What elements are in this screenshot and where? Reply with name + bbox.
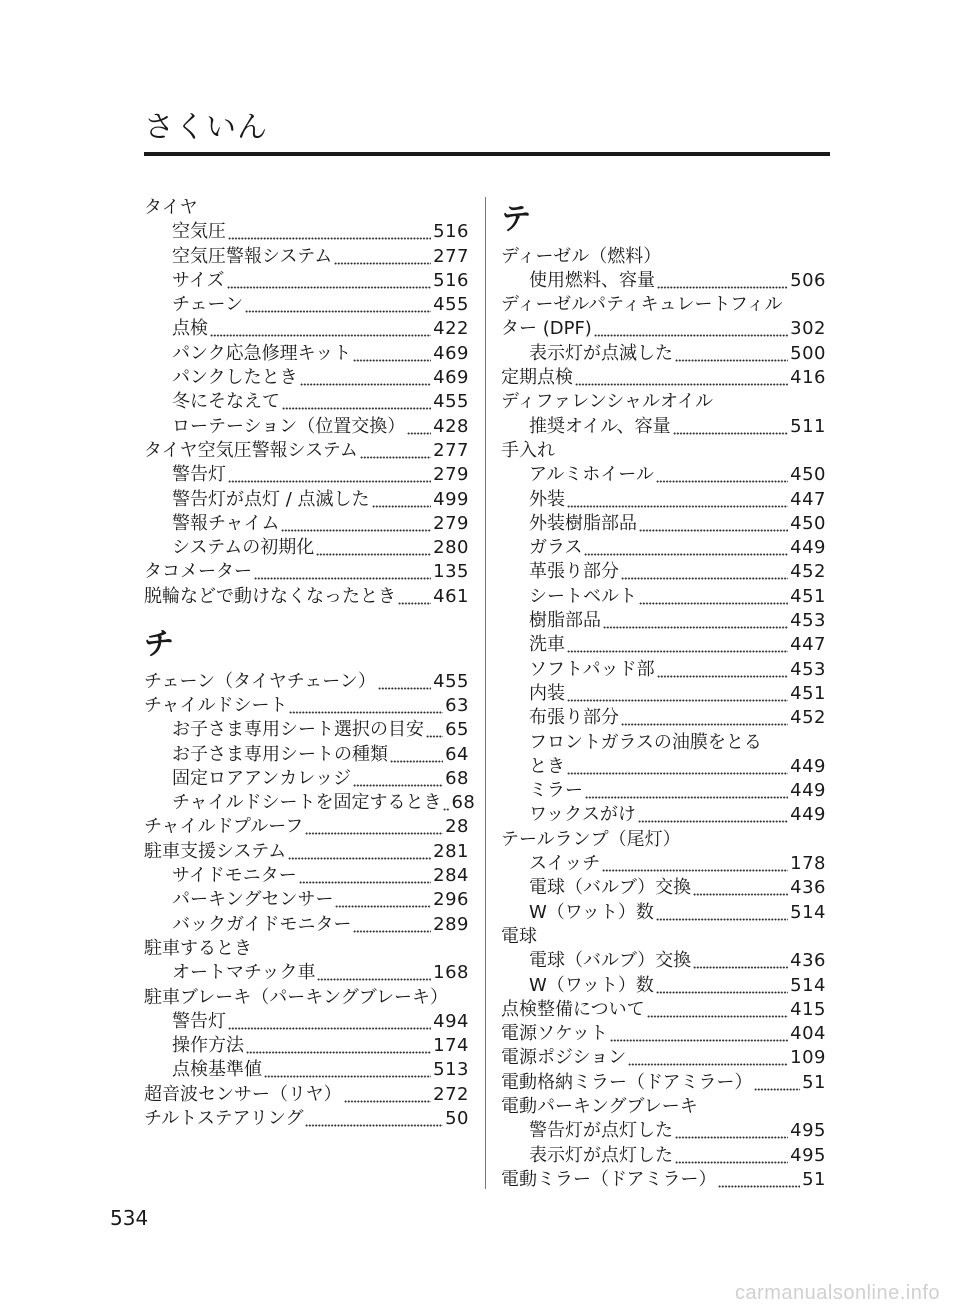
entry-label: ローテーション（位置交換）	[172, 415, 406, 437]
index-entry	[144, 840, 469, 864]
dot-leader	[621, 706, 788, 730]
entry-label: オートマチック車	[172, 962, 316, 984]
entry-label: 外装樹脂部品	[529, 512, 637, 534]
index-entry	[144, 585, 469, 609]
dot-leader	[575, 366, 788, 390]
entry-page-number: 516	[433, 269, 469, 291]
dot-leader	[639, 512, 788, 536]
entry-label: 点検整備について	[501, 998, 645, 1020]
entry-page-number: 450	[790, 464, 826, 486]
index-subentry	[144, 220, 469, 244]
index-subentry	[144, 864, 469, 888]
index-subentry	[501, 706, 826, 730]
entry-label: お子さま専用シートの種類	[172, 743, 388, 765]
page-number: 534	[110, 1206, 149, 1230]
index-subentry	[501, 560, 826, 584]
entry-label: タイヤ空気圧警報システム	[144, 439, 358, 461]
entry-label: 超音波センサー（リヤ）	[144, 1083, 342, 1105]
section-spacer	[144, 609, 469, 621]
entry-label: W（ワット）数	[529, 901, 654, 923]
entry-label: チャイルドシート	[144, 694, 288, 716]
entry-page-number: 279	[433, 512, 469, 534]
dot-leader	[693, 949, 788, 973]
index-subentry	[144, 743, 469, 767]
dot-leader	[647, 998, 789, 1022]
index-subentry	[144, 512, 469, 536]
entry-label: 電球（バルブ）交換	[529, 877, 692, 899]
entry-label: 電源ソケット	[501, 1023, 608, 1045]
index-heading: ディーゼル（燃料）	[501, 245, 662, 267]
dot-leader	[603, 609, 788, 633]
entry-page-number: 277	[433, 245, 469, 267]
dot-leader	[657, 269, 788, 293]
dot-leader	[567, 488, 788, 512]
entry-page-number: 449	[790, 804, 826, 826]
dot-leader	[656, 901, 788, 925]
dot-leader	[264, 1058, 431, 1082]
index-subentry	[144, 1058, 469, 1082]
entry-label: 点検	[172, 318, 208, 340]
index-subentry	[144, 536, 469, 560]
index-subentry	[144, 888, 469, 912]
dot-leader	[353, 767, 443, 791]
index-subentry	[501, 949, 826, 973]
entry-page-number: 453	[790, 658, 826, 680]
entry-label: パーキングセンサー	[172, 889, 334, 911]
entry-page-number: 65	[445, 719, 469, 741]
index-column-left	[144, 196, 476, 1131]
index-subentry	[501, 1119, 826, 1143]
index-entry	[501, 1071, 826, 1095]
entry-page-number: 455	[433, 670, 469, 692]
entry-label: 警告灯が点灯 / 点滅した	[172, 488, 370, 510]
index-entry	[501, 317, 826, 341]
entry-label: 脱輪などで動けなくなったとき	[144, 585, 396, 607]
index-subentry	[144, 913, 469, 937]
entry-page-number: 449	[790, 755, 826, 777]
index-subentry	[501, 682, 826, 706]
entry-page-number: 516	[433, 221, 469, 243]
dot-leader	[656, 463, 788, 487]
dot-leader	[299, 864, 431, 888]
entry-page-number: 50	[445, 1107, 469, 1129]
entry-page-number: 289	[433, 913, 469, 935]
index-entry	[144, 694, 469, 718]
dot-leader	[628, 1046, 788, 1070]
entry-page-number: 178	[790, 853, 826, 875]
dot-leader	[443, 791, 449, 815]
entry-label: チェーン（タイヤチェーン）	[144, 670, 376, 692]
index-subentry	[144, 1010, 469, 1034]
entry-page-number: 415	[790, 998, 826, 1020]
dot-leader	[316, 536, 431, 560]
entry-label: ミラー	[529, 780, 583, 802]
dot-leader	[584, 536, 788, 560]
dot-leader	[282, 390, 431, 414]
dot-leader	[754, 1071, 800, 1095]
entry-page-number: 447	[790, 634, 826, 656]
index-subentry	[501, 536, 826, 560]
index-subentry	[501, 415, 826, 439]
index-subentry	[501, 342, 826, 366]
entry-page-number: 109	[790, 1047, 826, 1069]
entry-label: 警告灯が点灯した	[529, 1120, 673, 1142]
index-subentry	[501, 852, 826, 876]
entry-page-number: 500	[790, 342, 826, 364]
entry-page-number: 135	[433, 561, 469, 583]
index-subentry	[501, 876, 826, 900]
entry-label: シートベルト	[529, 585, 637, 607]
entry-page-number: 168	[433, 962, 469, 984]
entry-page-number: 436	[790, 877, 826, 899]
index-subentry	[144, 1034, 469, 1058]
index-subentry	[144, 390, 469, 414]
dot-leader	[567, 682, 788, 706]
dot-leader	[305, 815, 443, 839]
dot-leader	[567, 633, 788, 657]
index-subentry	[501, 512, 826, 536]
entry-page-number: 64	[445, 743, 469, 765]
index-subentry	[144, 269, 469, 293]
entry-page-number: 451	[790, 682, 826, 704]
index-entry	[144, 560, 469, 584]
entry-page-number: 514	[790, 974, 826, 996]
entry-label: 警告灯	[172, 1010, 226, 1032]
index-subentry	[501, 488, 826, 512]
entry-label: 表示灯が点滅した	[529, 342, 673, 364]
entry-page-number: 499	[433, 488, 469, 510]
entry-page-number: 452	[790, 561, 826, 583]
dot-leader	[638, 803, 788, 827]
dot-leader	[673, 415, 788, 439]
index-subentry	[501, 755, 826, 779]
entry-label: 樹脂部品	[529, 610, 601, 632]
kana-section-heading: チ	[144, 627, 174, 663]
dot-leader	[567, 755, 788, 779]
entry-label: 空気圧	[172, 221, 226, 243]
index-subentry	[501, 779, 826, 803]
entry-label: 警告灯	[172, 464, 226, 486]
index-entry	[144, 815, 469, 839]
dot-leader	[228, 220, 431, 244]
index-entry	[144, 1083, 469, 1107]
dot-leader	[353, 342, 431, 366]
entry-label: バックガイドモニター	[172, 913, 352, 935]
entry-label: ソフトパッド部	[529, 658, 655, 680]
index-heading: 電球	[501, 925, 537, 947]
entry-page-number: 461	[433, 585, 469, 607]
entry-page-number: 455	[433, 294, 469, 316]
dot-leader	[718, 1168, 800, 1192]
index-heading: 駐車ブレーキ（パーキングブレーキ）	[144, 986, 449, 1008]
entry-label: 電動ミラー（ドアミラー）	[501, 1168, 717, 1190]
page-title: さくいん	[144, 110, 268, 145]
dot-leader	[228, 463, 431, 487]
index-subentry	[144, 342, 469, 366]
dot-leader	[227, 269, 432, 293]
entry-label: 操作方法	[172, 1035, 244, 1057]
entry-label: チェーン	[172, 294, 244, 316]
entry-page-number: 453	[790, 610, 826, 632]
entry-label: サイドモニター	[172, 865, 297, 887]
entry-page-number: 455	[433, 391, 469, 413]
dot-leader	[372, 488, 432, 512]
entry-page-number: 436	[790, 950, 826, 972]
index-subentry	[501, 463, 826, 487]
index-entry	[501, 998, 826, 1022]
entry-page-number: 451	[790, 585, 826, 607]
column-divider	[485, 197, 486, 1189]
entry-page-number: 174	[433, 1035, 469, 1057]
entry-page-number: 68	[451, 792, 476, 814]
dot-leader	[246, 1034, 431, 1058]
entry-label: 電球（バルブ）交換	[529, 950, 692, 972]
entry-label: 革張り部分	[529, 561, 619, 583]
dot-leader	[621, 560, 788, 584]
entry-label: 洗車	[529, 634, 565, 656]
entry-label: アルミホイール	[529, 464, 654, 486]
index-heading: 電動パーキングブレーキ	[501, 1095, 698, 1117]
dot-leader	[281, 512, 431, 536]
entry-page-number: 450	[790, 512, 826, 534]
index-entry	[501, 366, 826, 390]
entry-label: パンク応急修理キット	[172, 342, 352, 364]
entry-page-number: 279	[433, 464, 469, 486]
dot-leader	[335, 888, 431, 912]
index-entry	[144, 670, 469, 694]
dot-leader	[288, 840, 431, 864]
entry-label: 点検基準値	[172, 1059, 262, 1081]
entry-label: ガラス	[529, 537, 583, 559]
entry-page-number: 28	[445, 816, 469, 838]
entry-label: チャイルドプルーフ	[144, 816, 304, 838]
index-heading: フロントガラスの油膜をとる	[529, 731, 762, 753]
entry-label: ワックスがけ	[529, 804, 636, 826]
entry-page-number: 511	[790, 415, 826, 437]
entry-label: システムの初期化	[172, 537, 315, 559]
entry-label: サイズ	[172, 269, 225, 291]
entry-page-number: 272	[433, 1083, 469, 1105]
entry-label: 電源ポジション	[501, 1047, 627, 1069]
entry-page-number: 281	[433, 840, 469, 862]
entry-label: 固定ロアアンカレッジ	[172, 767, 352, 789]
entry-page-number: 302	[790, 318, 826, 340]
dot-leader	[344, 1083, 432, 1107]
entry-label: 駐車支援システム	[144, 840, 287, 862]
dot-leader	[378, 670, 431, 694]
dot-leader	[334, 245, 431, 269]
entry-label: 外装	[529, 488, 565, 510]
index-subentry	[144, 293, 469, 317]
entry-page-number: 494	[433, 1010, 469, 1032]
entry-page-number: 422	[433, 318, 469, 340]
entry-label: チルトステアリング	[144, 1107, 304, 1129]
entry-page-number: 449	[790, 537, 826, 559]
dot-leader	[585, 779, 788, 803]
entry-page-number: 469	[433, 367, 469, 389]
entry-label: 推奨オイル、容量	[529, 415, 671, 437]
entry-page-number: 280	[433, 537, 469, 559]
entry-page-number: 284	[433, 865, 469, 887]
dot-leader	[353, 913, 431, 937]
dot-leader	[594, 317, 788, 341]
entry-page-number: 452	[790, 707, 826, 729]
dot-leader	[317, 961, 431, 985]
dot-leader	[390, 743, 443, 767]
dot-leader	[245, 293, 431, 317]
dot-leader	[693, 876, 788, 900]
index-heading: ディファレンシャルオイル	[501, 391, 714, 413]
dot-leader	[426, 718, 443, 742]
index-heading: タイヤ	[144, 197, 198, 218]
entry-page-number: 416	[790, 367, 826, 389]
index-entry	[144, 439, 469, 463]
index-subentry	[501, 609, 826, 633]
dot-leader	[675, 1144, 788, 1168]
entry-label: タコメーター	[144, 561, 252, 583]
dot-leader	[289, 694, 443, 718]
dot-leader	[656, 974, 788, 998]
entry-label: W（ワット）数	[529, 974, 654, 996]
entry-page-number: 51	[802, 1071, 826, 1093]
index-subentry	[144, 767, 469, 791]
entry-page-number: 296	[433, 889, 469, 911]
entry-label: 定期点検	[501, 367, 573, 389]
dot-leader	[398, 585, 431, 609]
index-subentry	[144, 961, 469, 985]
dot-leader	[675, 1119, 788, 1143]
watermark: carmanualsonline.info	[734, 1282, 940, 1304]
dot-leader	[639, 585, 788, 609]
entry-page-number: 428	[433, 415, 469, 437]
index-subentry	[144, 718, 469, 742]
index-subentry	[501, 658, 826, 682]
entry-page-number: 63	[445, 694, 469, 716]
dot-leader	[407, 415, 431, 439]
dot-leader	[210, 317, 431, 341]
entry-label: スイッチ	[529, 853, 601, 875]
entry-label: パンクしたとき	[172, 367, 298, 389]
entry-label: 内装	[529, 682, 565, 704]
kana-section-heading: テ	[501, 202, 531, 237]
title-rule	[144, 152, 830, 156]
dot-leader	[305, 1107, 443, 1131]
entry-page-number: 495	[790, 1144, 826, 1166]
entry-page-number: 68	[445, 767, 469, 789]
index-subentry	[144, 366, 469, 390]
entry-page-number: 513	[433, 1059, 469, 1081]
entry-label: とき	[529, 755, 565, 777]
dot-leader	[610, 1022, 788, 1046]
index-subentry	[501, 901, 826, 925]
entry-label: 警報チャイム	[172, 512, 280, 534]
index-heading: 駐車するとき	[144, 937, 252, 959]
index-subentry	[501, 1144, 826, 1168]
entry-label: 電動格納ミラー（ドアミラー）	[501, 1071, 753, 1093]
index-entry	[501, 1046, 826, 1070]
index-subentry	[144, 463, 469, 487]
index-heading: 手入れ	[501, 439, 555, 461]
dot-leader	[675, 342, 788, 366]
dot-leader	[254, 560, 431, 584]
index-subentry	[144, 415, 469, 439]
entry-label: 冬にそなえて	[172, 391, 280, 413]
entry-label: 表示灯が点灯した	[529, 1144, 673, 1166]
dot-leader	[602, 852, 788, 876]
entry-label: 使用燃料、容量	[529, 269, 655, 291]
index-subentry	[501, 585, 826, 609]
index-entry	[144, 1107, 469, 1131]
index-heading: ディーゼルパティキュレートフィル	[501, 294, 783, 316]
entry-page-number: 495	[790, 1120, 826, 1142]
entry-page-number: 469	[433, 342, 469, 364]
entry-page-number: 449	[790, 780, 826, 802]
index-subentry	[144, 245, 469, 269]
index-subentry	[501, 269, 826, 293]
entry-label: お子さま専用シート選択の目安	[172, 719, 424, 741]
entry-page-number: 51	[802, 1168, 826, 1190]
entry-label: チャイルドシートを固定するとき	[172, 792, 442, 814]
entry-label: 布張り部分	[529, 707, 619, 729]
entry-page-number: 277	[433, 439, 469, 461]
dot-leader	[657, 658, 789, 682]
index-subentry	[144, 317, 469, 341]
index-subentry	[144, 488, 469, 512]
index-entry	[501, 1022, 826, 1046]
dot-leader	[228, 1010, 431, 1034]
index-subentry	[501, 974, 826, 998]
index-subentry	[501, 803, 826, 827]
index-column-right	[501, 196, 826, 1192]
entry-label: ター (DPF)	[501, 318, 592, 340]
entry-page-number: 447	[790, 488, 826, 510]
index-subentry	[501, 633, 826, 657]
entry-label: 空気圧警報システム	[172, 245, 333, 267]
entry-page-number: 506	[790, 269, 826, 291]
index-subentry	[144, 791, 476, 815]
index-entry	[501, 1168, 826, 1192]
entry-page-number: 404	[790, 1023, 826, 1045]
dot-leader	[300, 366, 432, 390]
entry-page-number: 514	[790, 901, 826, 923]
dot-leader	[360, 439, 431, 463]
index-heading: テールランプ（尾灯）	[501, 828, 681, 850]
